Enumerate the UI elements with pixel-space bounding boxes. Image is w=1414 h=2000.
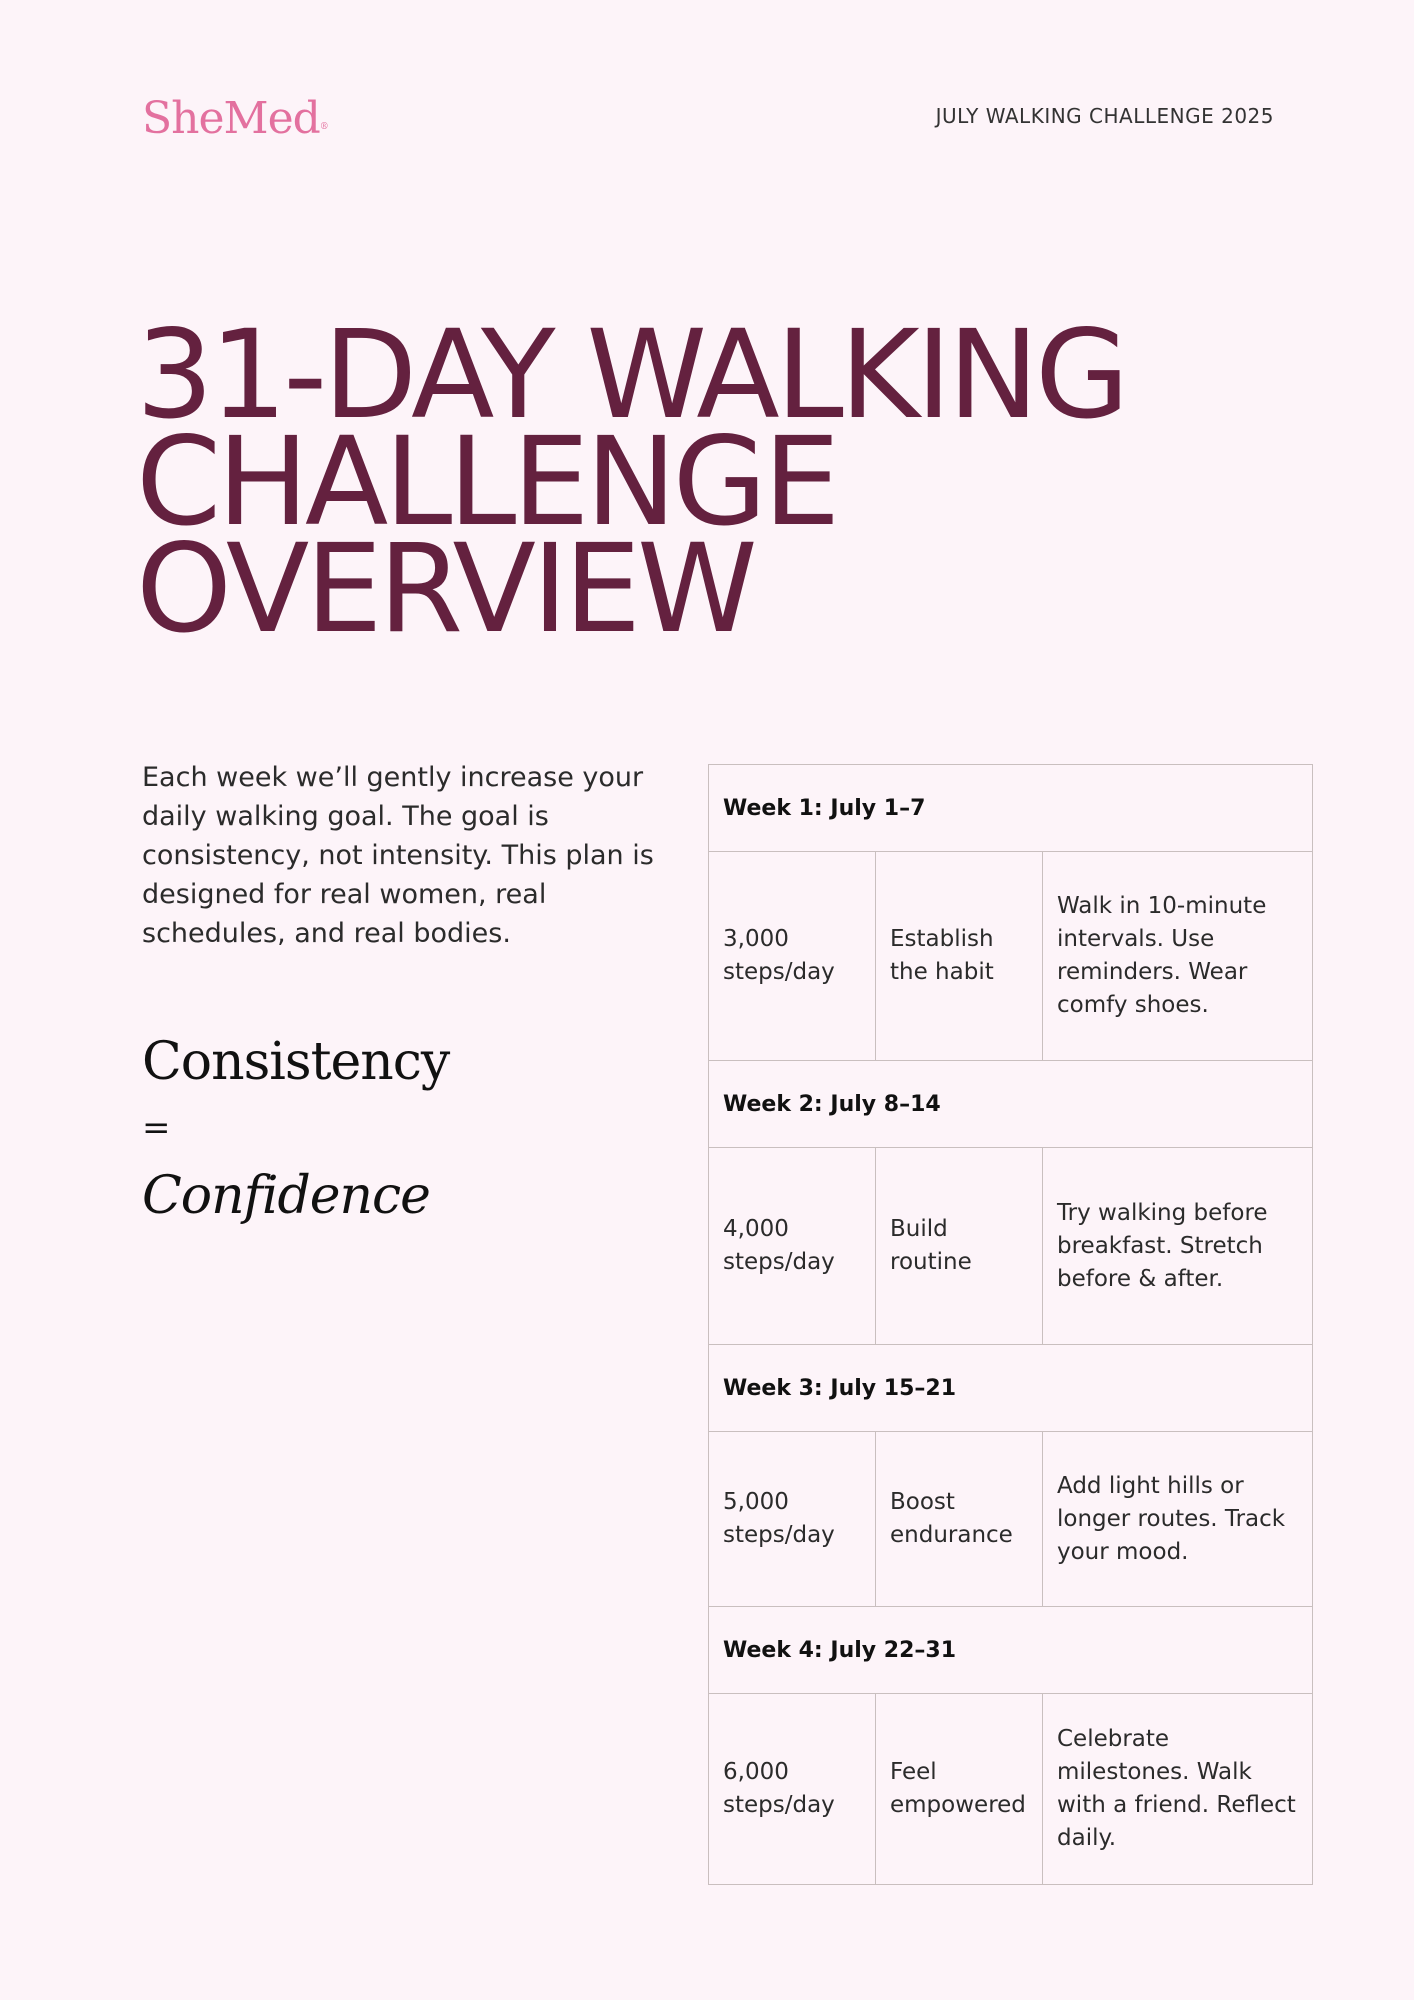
week-heading-row — [709, 1061, 1313, 1148]
week-detail-row — [709, 1694, 1313, 1885]
intro-paragraph: Each week we’ll gently increase your daily walking goal. The goal is consistency, not intensity. This plan is designed for real women, real schedules, and real bodies. — [142, 762, 654, 949]
week-heading: Week 4: July 22–31 — [709, 1607, 1313, 1694]
week-focus: Boost endurance — [876, 1432, 1043, 1607]
week-heading-row — [709, 765, 1313, 852]
week-heading: Week 3: July 15–21 — [709, 1345, 1313, 1432]
week-heading-row — [709, 1607, 1313, 1694]
registered-mark: ® — [319, 122, 328, 132]
week-detail-row — [709, 1432, 1313, 1607]
week-tip: Try walking before breakfast. Stretch before & after. — [1043, 1148, 1313, 1345]
week-tip: Add light hills or longer routes. Track your mood. — [1043, 1432, 1313, 1607]
title-line-3: OVERVIEW — [136, 518, 754, 660]
steps-goal: 4,000 steps/day — [709, 1148, 876, 1345]
week-heading: Week 1: July 1–7 — [709, 765, 1313, 852]
week-focus: Feel empowered — [876, 1694, 1043, 1885]
steps-goal: 6,000 steps/day — [709, 1694, 876, 1885]
document-label: JULY WALKING CHALLENGE 2025 — [935, 104, 1274, 128]
week-detail-row — [709, 852, 1313, 1061]
tagline-consistency: Consistency — [142, 1032, 450, 1092]
tagline-equals: = — [142, 1108, 171, 1148]
brand-logo — [142, 92, 328, 146]
title-line-1: 31-DAY WALKING — [136, 304, 1126, 446]
week-focus: Build routine — [876, 1148, 1043, 1345]
week-heading-row — [709, 1345, 1313, 1432]
week-tip: Walk in 10-minute intervals. Use reminders. Wear comfy shoes. — [1043, 852, 1313, 1061]
title-line-2: CHALLENGE — [136, 411, 837, 553]
week-tip: Celebrate milestones. Walk with a friend. Reflect daily. — [1043, 1694, 1313, 1885]
brand-logo-text: SheMed — [142, 93, 320, 144]
week-heading: Week 2: July 8–14 — [709, 1061, 1313, 1148]
page-title — [136, 304, 1126, 660]
tagline-confidence: Confidence — [142, 1166, 430, 1226]
week-focus: Establish the habit — [876, 852, 1043, 1061]
weekly-plan-table — [708, 764, 1313, 1885]
week-detail-row — [709, 1148, 1313, 1345]
steps-goal: 5,000 steps/day — [709, 1432, 876, 1607]
steps-goal: 3,000 steps/day — [709, 852, 876, 1061]
